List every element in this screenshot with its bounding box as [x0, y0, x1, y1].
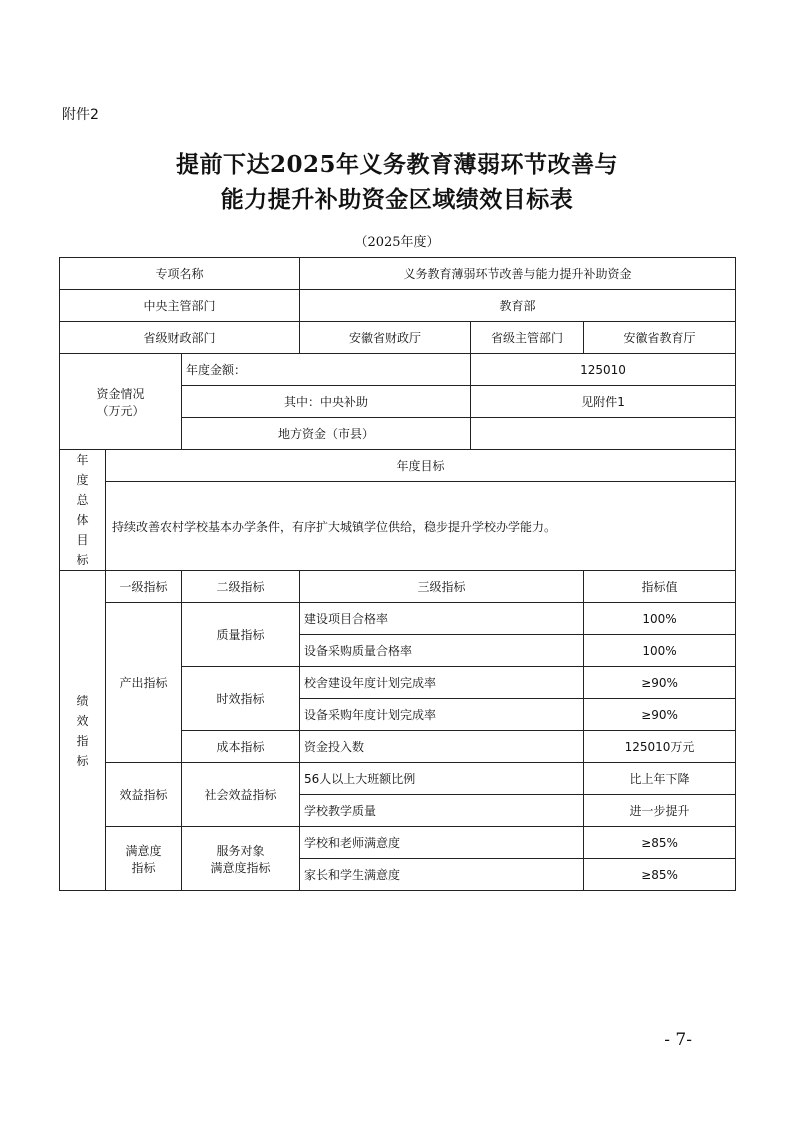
central-subsidy-value: 见附件1	[471, 386, 736, 418]
indicator-name: 学校和老师满意度	[300, 827, 584, 859]
table-row	[60, 258, 736, 290]
indicator-value: 125010万元	[584, 731, 736, 763]
table-row	[60, 827, 736, 859]
central-dept-value: 教育部	[300, 290, 736, 322]
prov-finance-value: 安徽省财政厅	[300, 322, 471, 354]
cost-indicator-label: 成本指标	[182, 731, 300, 763]
funds-label-line1: 资金情况	[96, 386, 145, 401]
indicator-value: 进一步提升	[584, 795, 736, 827]
project-name-label: 专项名称	[60, 258, 300, 290]
header-value: 指标值	[584, 571, 736, 603]
indicator-name: 设备采购质量合格率	[300, 635, 584, 667]
header-level1: 一级指标	[106, 571, 182, 603]
document-title-line1: 提前下达2025年义务教育薄弱环节改善与	[175, 151, 618, 178]
indicators-vertical-label: 绩 效 指 标	[60, 571, 106, 891]
social-benefit-indicator-label: 社会效益指标	[182, 763, 300, 827]
service-satisfaction-label: 服务对象 满意度指标	[182, 827, 300, 891]
table-row	[60, 763, 736, 795]
indicator-name: 校舍建设年度计划完成率	[300, 667, 584, 699]
indicator-name: 资金投入数	[300, 731, 584, 763]
indicator-value: 100%	[584, 635, 736, 667]
indicator-name: 建设项目合格率	[300, 603, 584, 635]
table-row	[60, 482, 736, 571]
project-name-value: 义务教育薄弱环节改善与能力提升补助资金	[300, 258, 736, 290]
indicator-value: 100%	[584, 603, 736, 635]
prov-dept-value: 安徽省教育厅	[584, 322, 736, 354]
indicator-name: 学校教学质量	[300, 795, 584, 827]
year-label: （2025年度）	[354, 235, 440, 250]
annual-goal-text: 持续改善农村学校基本办学条件，有序扩大城镇学位供给，稳步提升学校办学能力。	[106, 482, 736, 571]
central-subsidy-label: 其中：中央补助	[182, 386, 471, 418]
prov-finance-label: 省级财政部门	[60, 322, 300, 354]
header-level2: 二级指标	[182, 571, 300, 603]
page-number: - 7-	[664, 1030, 692, 1050]
indicator-name: 家长和学生满意度	[300, 859, 584, 891]
attachment-label: 附件2	[62, 107, 99, 123]
table-row	[60, 571, 736, 603]
table-row	[60, 354, 736, 386]
table-row	[60, 450, 736, 482]
header-level3: 三级指标	[300, 571, 584, 603]
local-funds-value	[471, 418, 736, 450]
indicator-value: ≥90%	[584, 699, 736, 731]
annual-goal-header: 年度目标	[106, 450, 736, 482]
document-title-line2: 能力提升补助资金区域绩效目标表	[220, 186, 574, 213]
performance-target-table	[59, 257, 736, 891]
central-dept-label: 中央主管部门	[60, 290, 300, 322]
benefit-indicator-label: 效益指标	[106, 763, 182, 827]
indicator-name: 56人以上大班额比例	[300, 763, 584, 795]
annual-amount-value: 125010	[471, 354, 736, 386]
annual-amount-label: 年度金额：	[182, 354, 471, 386]
indicator-value: 比上年下降	[584, 763, 736, 795]
satisfaction-indicator-label: 满意度 指标	[106, 827, 182, 891]
prov-dept-label: 省级主管部门	[471, 322, 584, 354]
local-funds-label: 地方资金（市县）	[182, 418, 471, 450]
output-indicator-label: 产出指标	[106, 603, 182, 763]
indicator-value: ≥90%	[584, 667, 736, 699]
annual-goal-vertical-label: 年 度 总 体 目 标	[60, 450, 106, 571]
indicator-value: ≥85%	[584, 859, 736, 891]
timeliness-indicator-label: 时效指标	[182, 667, 300, 731]
indicator-value: ≥85%	[584, 827, 736, 859]
table-row	[60, 290, 736, 322]
quality-indicator-label: 质量指标	[182, 603, 300, 667]
table-row	[60, 603, 736, 635]
funds-label	[60, 354, 182, 450]
table-row	[60, 322, 736, 354]
indicator-name: 设备采购年度计划完成率	[300, 699, 584, 731]
funds-label-line2: （万元）	[96, 403, 145, 418]
